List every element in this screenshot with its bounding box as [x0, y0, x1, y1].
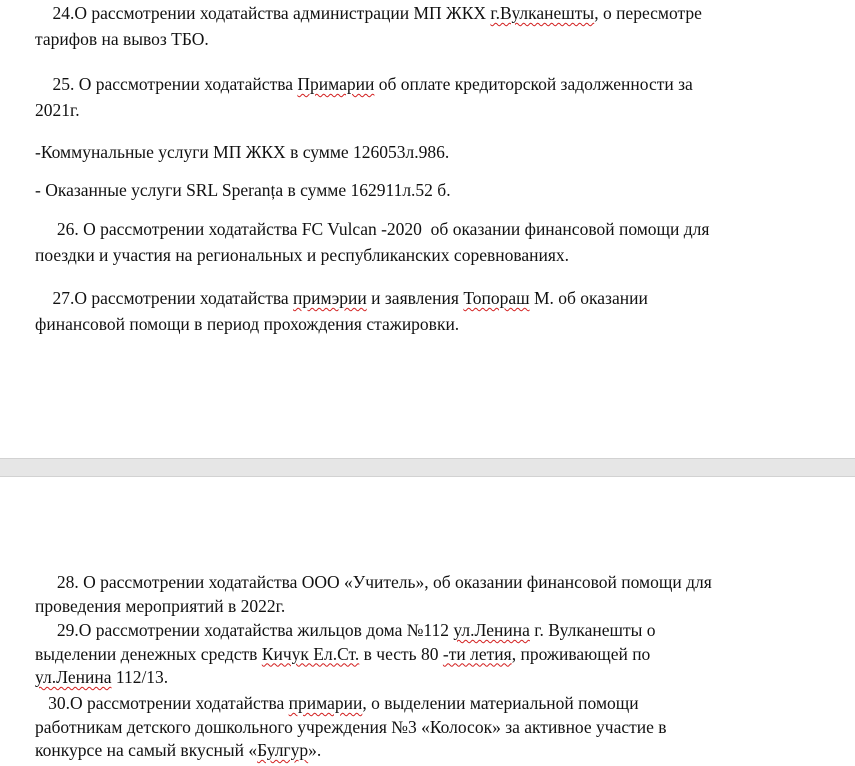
- text-line: поездки и участия на региональных и республиканских соревнованиях.: [35, 245, 570, 265]
- misspelled-word: Булгур: [257, 740, 309, 760]
- misspelled-word: примэрии: [293, 288, 367, 308]
- text-line: проведения мероприятий в 2022г.: [35, 595, 286, 616]
- misspelled-word: ул.Ленина: [35, 667, 112, 687]
- text-line: выделении денежных средств Кичук Ел.Ст. в честь 80 -ти летия, проживающей по: [35, 643, 651, 664]
- misspelled-word: Кичук Ел.Ст.: [261, 643, 360, 664]
- misspelled-word: примарии: [288, 693, 363, 713]
- agenda-item-25: [35, 71, 825, 123]
- text-line: финансовой помощи в период прохождения стажировки.: [35, 314, 460, 334]
- text-line: 28. О рассмотрении ходатайства ООО «Учитель», об оказании финансовой помощи для: [35, 572, 712, 592]
- agenda-item-26: [35, 216, 825, 268]
- agenda-item-29: [35, 619, 825, 690]
- sub-item-services-speranta: - Оказанные услуги SRL Speranța в сумме 162911л.52 б.: [35, 180, 451, 200]
- text-line: 30.О рассмотрении ходатайства примарии, о выделении материальной помощи: [35, 693, 639, 713]
- page-separator: [0, 458, 855, 477]
- agenda-item-30: [35, 692, 825, 763]
- text-line: 24.О рассмотрении ходатайства администрации МП ЖКХ г.Вулканешты, о пересмотре: [35, 3, 702, 23]
- misspelled-word: Примарии: [297, 74, 375, 94]
- text-line: 2021г.: [35, 100, 80, 120]
- text-line: 26. О рассмотрении ходатайства FC Vulcan -2020 об оказании финансовой помощи для: [35, 219, 710, 239]
- misspelled-word: г.Вулканешты: [490, 3, 595, 23]
- document-page-2: [0, 477, 855, 766]
- agenda-item-28: [35, 571, 825, 618]
- sub-item-communal-services: -Коммунальные услуги МП ЖКХ в сумме 126053л.986.: [35, 142, 450, 162]
- text-line: работникам детского дошкольного учреждения №3 «Колосок» за активное участие в: [35, 716, 667, 737]
- misspelled-word: -ти летия: [442, 643, 512, 664]
- text-line: ул.Ленина 112/13.: [35, 667, 169, 687]
- text-line: конкурсе на самый вкусный «Булгур».: [35, 740, 322, 760]
- misspelled-word: ул.Ленина: [453, 620, 530, 640]
- agenda-item-27: [35, 285, 825, 337]
- misspelled-word: Топораш: [463, 288, 530, 308]
- text-line: 25. О рассмотрении ходатайства Примарии об оплате кредиторской задолженности за: [35, 74, 693, 94]
- text-line: тарифов на вывоз ТБО.: [35, 29, 209, 49]
- agenda-item-24: [35, 0, 825, 52]
- text-line: 29.О рассмотрении ходатайства жильцов дома №112 ул.Ленина г. Вулканешты о: [35, 620, 656, 640]
- text-line: 27.О рассмотрении ходатайства примэрии и заявления Топораш М. об оказании: [35, 288, 648, 308]
